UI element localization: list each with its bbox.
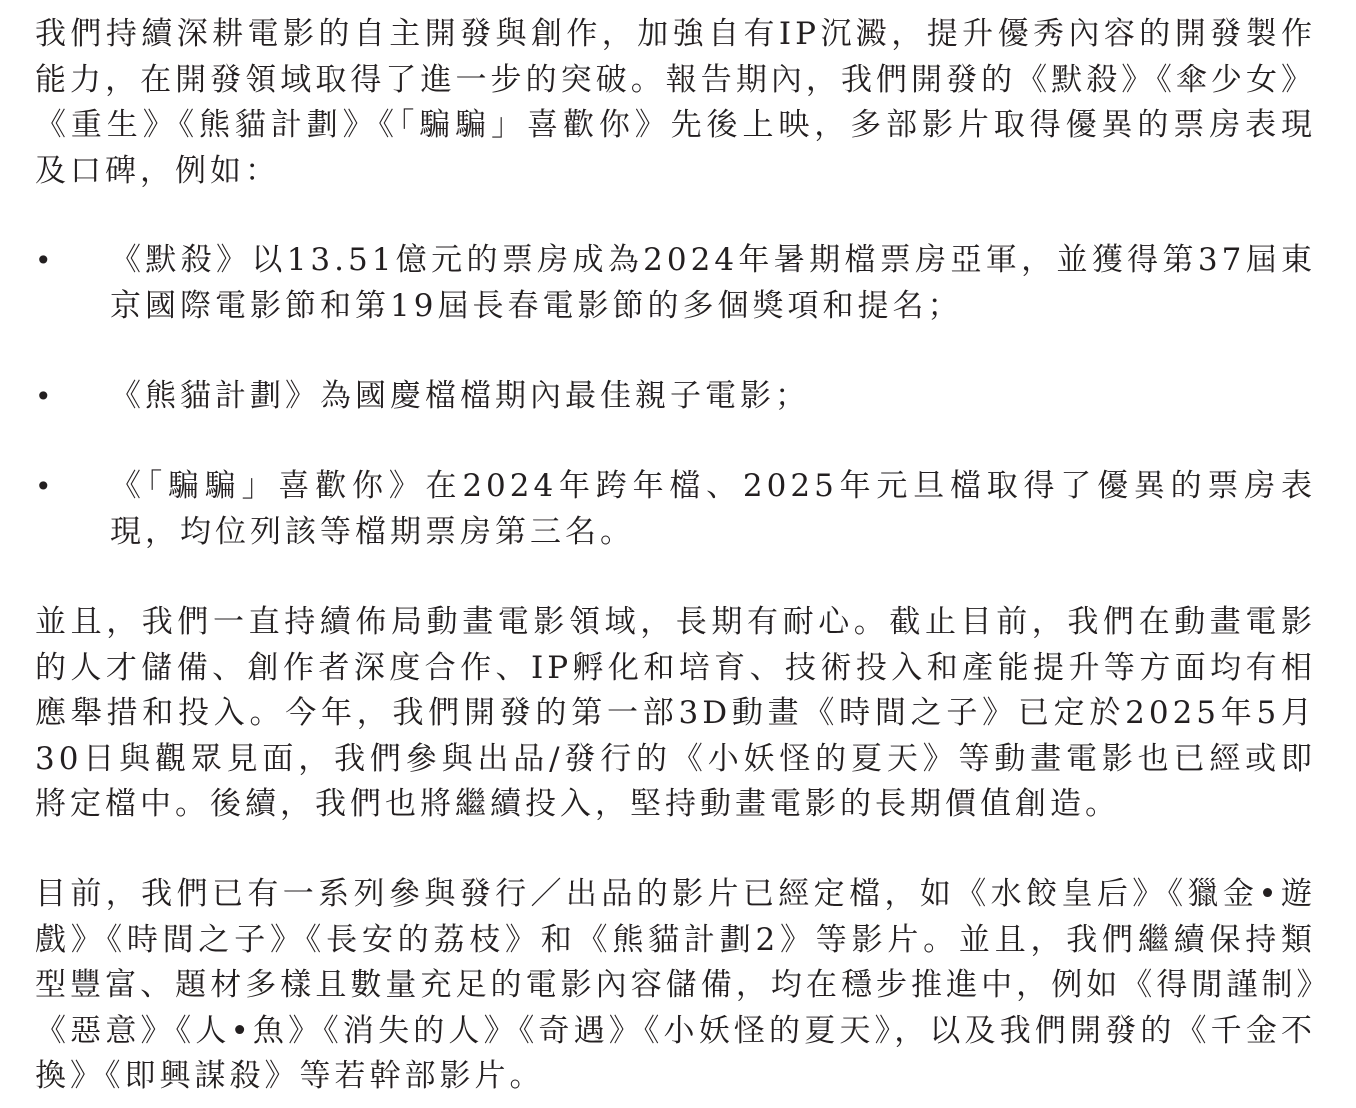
list-item-text: 《熊貓計劃》為國慶檔檔期內最佳親子電影； xyxy=(110,378,810,414)
bullet-icon: • xyxy=(35,470,52,503)
list-item-text: 《默殺》以13.51億元的票房成為2024年暑期檔票房亞軍，並獲得第37屆東京國際電影節和第19屆長春電影節的多個獎項和提名； xyxy=(110,242,1316,324)
pipeline-paragraph: 目前，我們已有一系列參與發行／出品的影片已經定檔，如《水餃皇后》《獵金•遊戲》《時間之子》《長安的荔枝》和《熊貓計劃2》等影片。並且，我們繼續保持類型豐富、題材多樣且數量充足的電影內容儲備，均在穩步推進中，例如《得閒謹制》《惡意》《人•魚》《消失的人》《奇遇》《小妖怪的夏天》，以及我們開發的《千金不換》《即興謀殺》等若幹部影片。 xyxy=(35,876,1317,1094)
intro-paragraph: 我們持續深耕電影的自主開發與創作，加強自有IP沉澱，提升優秀內容的開發製作能力，在開發領域取得了進一步的突破。報告期內，我們開發的《默殺》《傘少女》《重生》《熊貓計劃》《「騙騙」喜歡你》先後上映，多部影片取得優異的票房表現及口碑，例如： xyxy=(35,16,1316,189)
animation-paragraph: 並且，我們一直持續佈局動畫電影領域，長期有耐心。截止目前，我們在動畫電影的人才儲備、創作者深度合作、IP孵化和培育、技術投入和產能提升等方面均有相應舉措和投入。今年，我們開發的第一部3D動畫《時間之子》已定於2025年5月30日與觀眾見面，我們參與出品/發行的《小妖怪的夏天》等動畫電影也已經或即將定檔中。後續，我們也將繼續投入，堅持動畫電影的長期價值創造。 xyxy=(35,604,1316,822)
bullet-icon: • xyxy=(35,380,52,413)
bullet-icon: • xyxy=(35,244,52,277)
list-item-text: 《「騙騙」喜歡你》在2024年跨年檔、2025年元旦檔取得了優異的票房表現，均位列該等檔期票房第三名。 xyxy=(110,468,1316,550)
